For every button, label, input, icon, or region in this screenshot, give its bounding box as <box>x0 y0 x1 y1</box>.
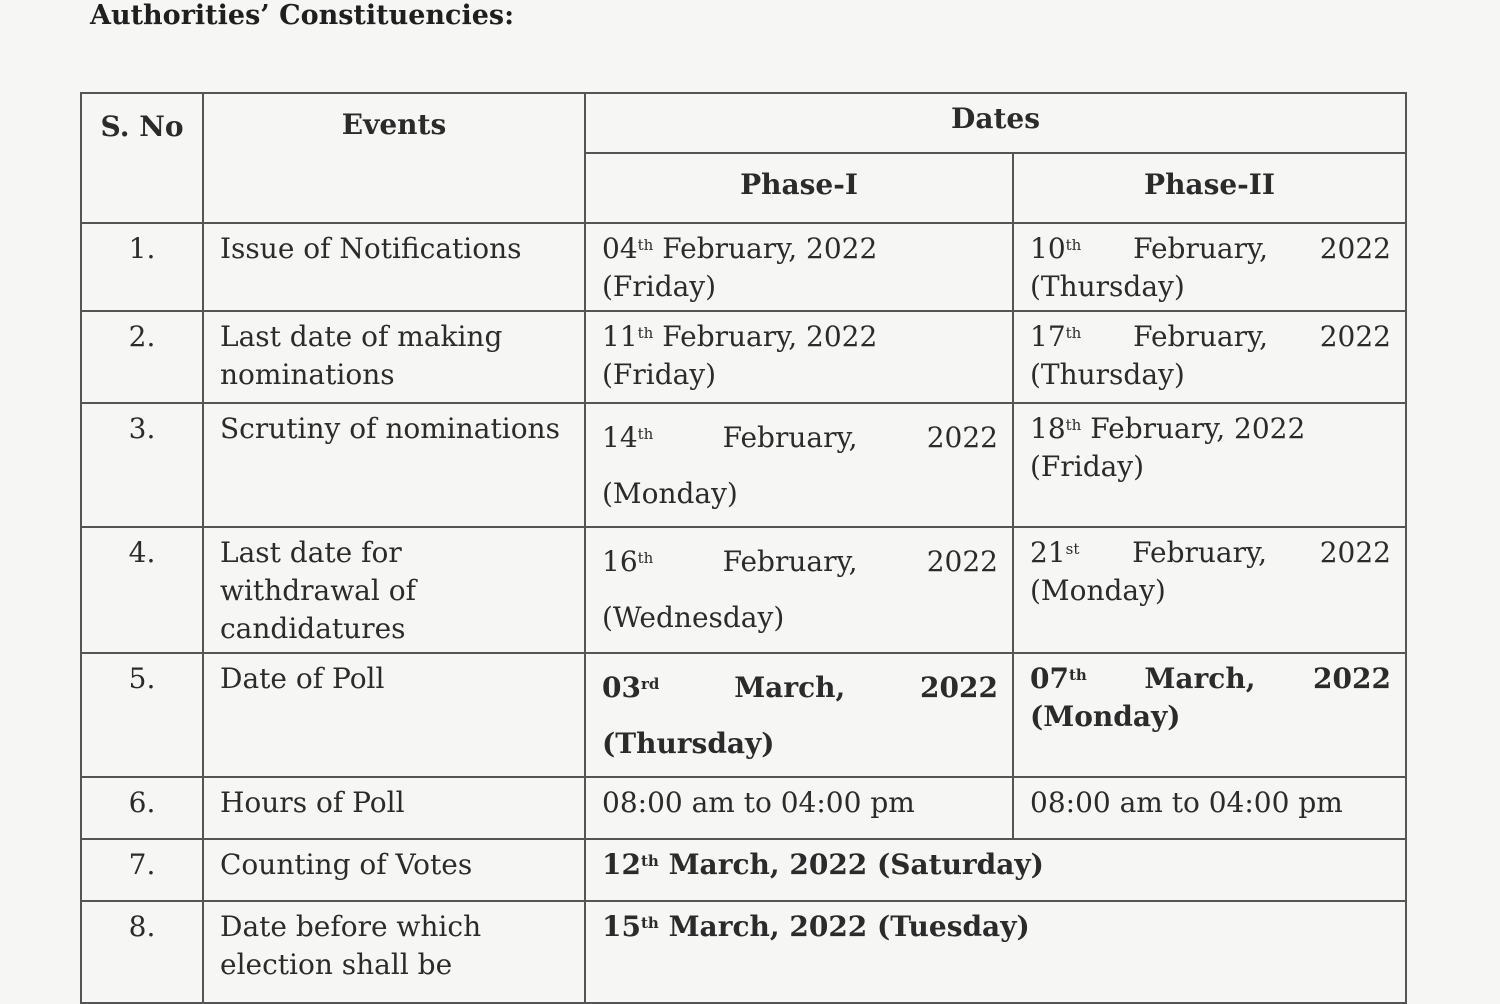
event-name: Scrutiny of nominations <box>203 403 585 527</box>
event-name: Last date for withdrawal of candidatures <box>203 527 585 653</box>
phase1-date: 11th February, 2022 (Friday) <box>585 311 1013 403</box>
table-row <box>81 403 1406 527</box>
event-name: Issue of Notifications <box>203 223 585 311</box>
event-name: Date of Poll <box>203 653 585 777</box>
table-row <box>81 311 1406 403</box>
table-row <box>81 653 1406 777</box>
phase2-hours: 08:00 am to 04:00 pm <box>1013 777 1406 839</box>
header-dates: Dates <box>585 93 1406 153</box>
phase1-hours: 08:00 am to 04:00 pm <box>585 777 1013 839</box>
header-phase-2: Phase-II <box>1013 153 1406 223</box>
phase1-date: 04th February, 2022 (Friday) <box>585 223 1013 311</box>
table-row <box>81 777 1406 839</box>
row-number: 3. <box>81 403 203 527</box>
row-number: 4. <box>81 527 203 653</box>
header-row <box>81 93 1406 153</box>
row-number: 5. <box>81 653 203 777</box>
table-row <box>81 527 1406 653</box>
phase2-date: 17th February, 2022 (Thursday) <box>1013 311 1406 403</box>
phase2-date: 18th February, 2022 (Friday) <box>1013 403 1406 527</box>
phase1-date: 16th February, 2022 (Wednesday) <box>585 527 1013 653</box>
table-row <box>81 839 1406 901</box>
row-number: 8. <box>81 901 203 1003</box>
row-number: 2. <box>81 311 203 403</box>
header-events: Events <box>203 93 585 223</box>
phase2-date: 07th March, 2022 (Monday) <box>1013 653 1406 777</box>
table-row <box>81 901 1406 1003</box>
event-name: Last date of making nominations <box>203 311 585 403</box>
phase2-date: 10th February, 2022 (Thursday) <box>1013 223 1406 311</box>
election-schedule-table <box>80 92 1407 1004</box>
event-name: Date before which election shall be <box>203 901 585 1003</box>
section-heading: Authorities’ Constituencies: <box>90 0 515 31</box>
merged-date: 12th March, 2022 (Saturday) <box>585 839 1406 901</box>
phase1-date: 14th February, 2022 (Monday) <box>585 403 1013 527</box>
row-number: 1. <box>81 223 203 311</box>
table-row <box>81 223 1406 311</box>
phase1-date: 03rd March, 2022 (Thursday) <box>585 653 1013 777</box>
row-number: 7. <box>81 839 203 901</box>
row-number: 6. <box>81 777 203 839</box>
event-name: Hours of Poll <box>203 777 585 839</box>
header-sno: S. No <box>81 93 203 223</box>
phase2-date: 21st February, 2022 (Monday) <box>1013 527 1406 653</box>
header-phase-1: Phase-I <box>585 153 1013 223</box>
merged-date: 15th March, 2022 (Tuesday) <box>585 901 1406 1003</box>
event-name: Counting of Votes <box>203 839 585 901</box>
